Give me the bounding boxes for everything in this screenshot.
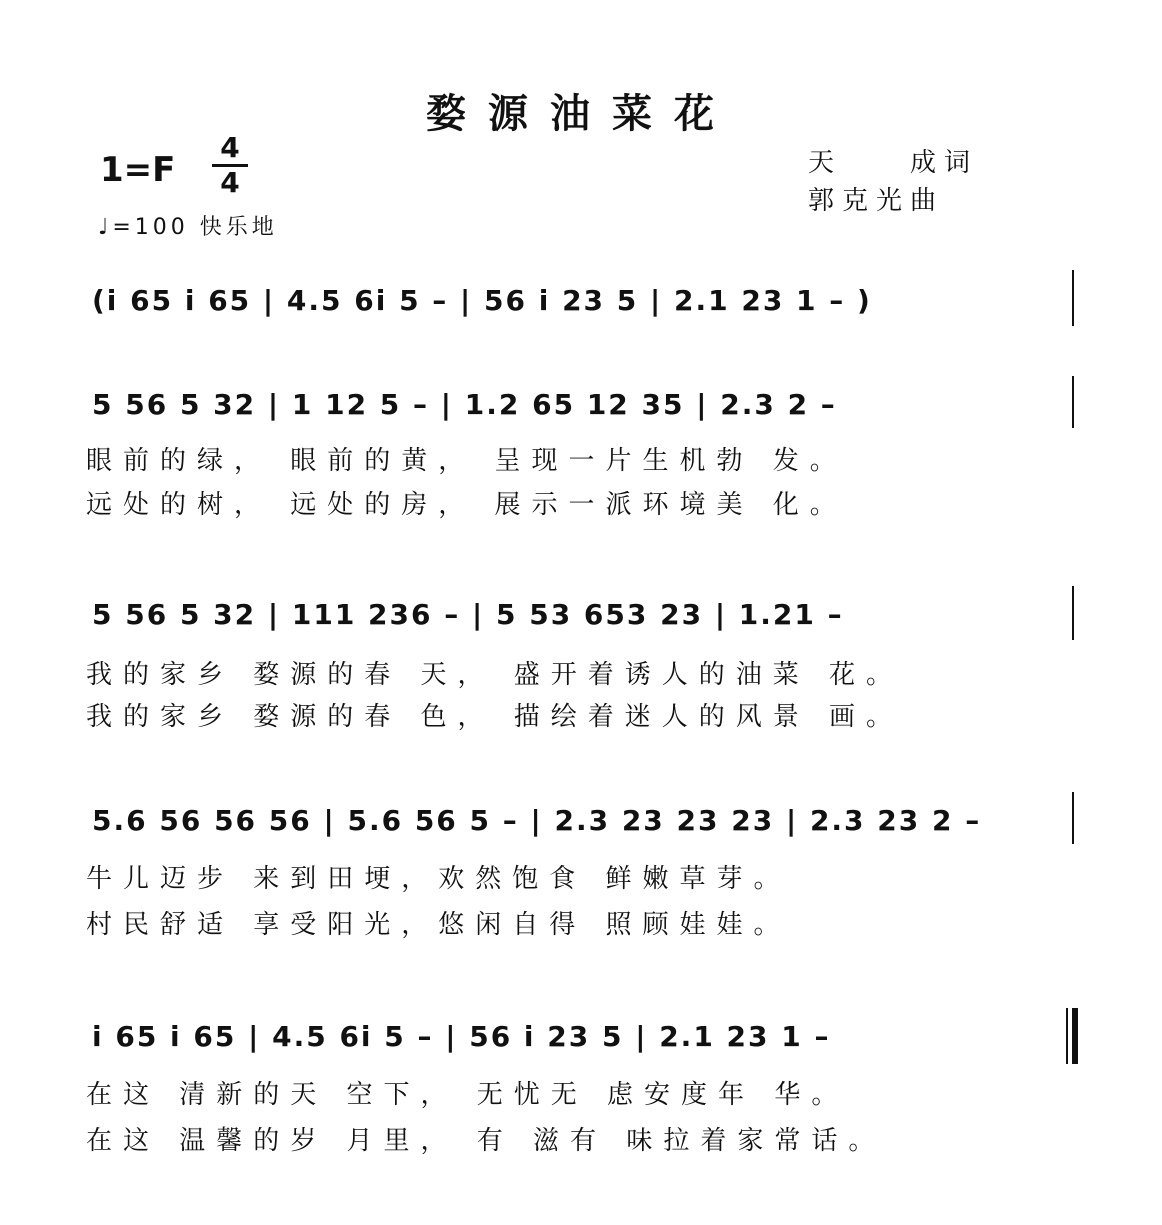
end-barline-3 <box>1072 586 1074 640</box>
end-barline-4 <box>1072 792 1074 844</box>
final-barline-thin <box>1066 1008 1068 1064</box>
notes-line-4: 5.6 56 56 56 | 5.6 56 5 – | 2.3 23 23 23 | 2.3 23 2 – <box>92 804 982 837</box>
lyric-line-5b: 在这 温馨的岁 月里， 有 滋有 味拉着家常话。 <box>86 1126 886 1156</box>
time-signature-top: 4 <box>220 131 240 164</box>
song-title: 婺源油菜花 <box>426 90 736 137</box>
notes-line-2: 5 56 5 32 | 1 12 5 – | 1.2 65 12 35 | 2.3 2 – <box>92 388 837 421</box>
lyric-line-2a: 眼前的绿， 眼前的黄， 呈现一片生机勃 发。 <box>86 446 847 476</box>
tempo-marking: ♩=100 快乐地 <box>98 215 278 240</box>
composer-credit: 郭克光曲 <box>808 186 945 216</box>
lyric-line-4b: 村民舒适 享受阳光，悠闲自得 照顾娃娃。 <box>86 910 791 940</box>
notes-line-5: i 65 i 65 | 4.5 6i 5 – | 56 i 23 5 | 2.1 23 1 – <box>92 1020 831 1053</box>
key-signature: 1=F <box>100 150 176 190</box>
notes-line-3: 5 56 5 32 | 111 236 – | 5 53 653 23 | 1.21 – <box>92 598 844 631</box>
final-barline-thick <box>1072 1008 1078 1064</box>
time-signature-bottom: 4 <box>220 166 240 199</box>
end-barline-1 <box>1072 270 1074 326</box>
lyricist-credit: 天 成词 <box>808 148 979 178</box>
lyric-line-2b: 远处的树， 远处的房， 展示一派环境美 化。 <box>86 490 847 520</box>
notes-line-1: (i 65 i 65 | 4.5 6i 5 – | 56 i 23 5 | 2.1 23 1 – ) <box>92 284 872 317</box>
end-barline-2 <box>1072 376 1074 428</box>
lyric-line-4a: 牛儿迈步 来到田埂，欢然饱食 鲜嫩草芽。 <box>86 864 791 894</box>
lyric-line-3b: 我的家乡 婺源的春 色， 描绘着迷人的风景 画。 <box>86 702 904 732</box>
time-signature <box>212 131 248 199</box>
lyric-line-3a: 我的家乡 婺源的春 天， 盛开着诱人的油菜 花。 <box>86 660 904 690</box>
lyric-line-5a: 在这 清新的天 空下， 无忧无 虑安度年 华。 <box>86 1080 849 1110</box>
